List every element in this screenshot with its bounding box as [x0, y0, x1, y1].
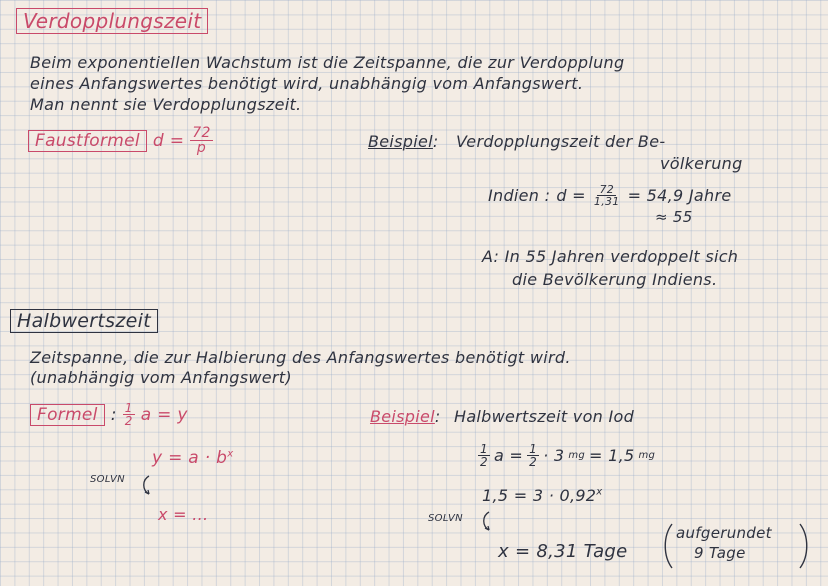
doubling-definition-line2: eines Anfangswertes benötigt wird, unabhängig vom Anfangswert. — [30, 74, 584, 93]
iod-equation-2 — [482, 486, 603, 505]
rounded-note — [662, 522, 812, 570]
eq1-half-den: 2 — [480, 455, 488, 469]
halflife-definition-line1: Zeitspanne, die zur Halbierung des Anfangswertes benötigt wird. — [30, 348, 571, 367]
eq1-eq: = 1,5 — [589, 446, 635, 465]
formula-half — [123, 402, 135, 427]
eq1-half-2 — [527, 443, 539, 468]
exponential-equation — [152, 448, 233, 468]
rule-lhs: d = — [152, 130, 185, 151]
iod-equation-1 — [478, 443, 655, 468]
eq1-unit-1: mg — [568, 450, 586, 461]
formula-rest: a = y — [140, 404, 188, 425]
india-approx: ≈ 55 — [655, 208, 693, 226]
formula-label: Formel — [30, 404, 105, 426]
doubling-definition-line1: Beim exponentiellen Wachstum ist die Zeitspanne, die zur Verdopplung — [30, 53, 625, 72]
halflife-definition-line2: (unabhängig vom Anfangswert) — [30, 368, 292, 387]
halflife-example — [370, 407, 634, 426]
eq1-half2-den: 2 — [529, 455, 538, 469]
eq2: 1,5 = 3 · 0,92 — [482, 486, 597, 505]
eq1-half-num: 1 — [480, 442, 488, 456]
india-denominator: 1,31 — [593, 195, 620, 208]
answer-line1: A: In 55 Jahren verdoppelt sich — [482, 247, 739, 266]
eq1-a: a = — [493, 446, 524, 465]
formula-half-den: 2 — [124, 414, 133, 428]
india-result: = 54,9 Jahre — [627, 186, 732, 205]
rule-label: Faustformel — [28, 130, 147, 152]
left-paren-icon — [662, 522, 674, 570]
note-line2: 9 Tage — [694, 544, 746, 562]
doubling-example-colon: : — [432, 132, 439, 151]
rule-denominator: p — [196, 140, 207, 156]
solve-arrow-left-icon — [140, 474, 154, 498]
halflife-example-colon: : — [434, 407, 441, 426]
india-fraction — [592, 184, 622, 207]
rule-of-thumb — [28, 126, 213, 155]
eq2-exponent: x — [596, 486, 603, 498]
note-line1: aufgerundet — [676, 524, 772, 542]
solve-left: SOLVN — [90, 474, 125, 485]
doubling-title: Verdopplungszeit — [16, 8, 208, 34]
eq1-half — [478, 443, 490, 468]
eq1-half2-num: 1 — [529, 442, 538, 456]
doubling-definition-line3: Man nennt sie Verdopplungszeit. — [30, 95, 302, 114]
solve-right: SOLVN — [428, 513, 463, 524]
halflife-example-text: Halbwertszeit von Iod — [454, 407, 635, 426]
halflife-title: Halbwertszeit — [10, 309, 158, 333]
rule-numerator: 72 — [192, 125, 211, 141]
formula-half-num: 1 — [124, 401, 133, 415]
india-lhs: d = — [556, 186, 586, 205]
india-label: Indien : — [488, 186, 551, 205]
solve-arrow-right-icon — [480, 510, 494, 534]
india-numerator: 72 — [599, 183, 615, 196]
rule-fraction — [190, 126, 212, 155]
y-line: y = a · b — [152, 448, 228, 468]
eq1-unit-2: mg — [638, 450, 656, 461]
india-calculation — [488, 184, 731, 207]
iod-result: x = 8,31 Tage — [498, 541, 628, 562]
answer-line2: die Bevölkerung Indiens. — [512, 270, 718, 289]
eq1-rest: · 3 — [543, 446, 565, 465]
halflife-example-label: Beispiel — [370, 407, 435, 426]
doubling-example-text: Verdopplungszeit der Be- — [456, 132, 666, 151]
x-left: x = ... — [158, 505, 209, 524]
doubling-example-line2: völkerung — [660, 154, 743, 173]
doubling-example-label: Beispiel — [368, 132, 433, 151]
right-paren-icon — [798, 522, 810, 570]
formula-colon: : — [110, 404, 117, 425]
halflife-formula — [30, 402, 188, 427]
y-exponent: x — [227, 448, 234, 460]
doubling-example-line1 — [368, 132, 665, 151]
